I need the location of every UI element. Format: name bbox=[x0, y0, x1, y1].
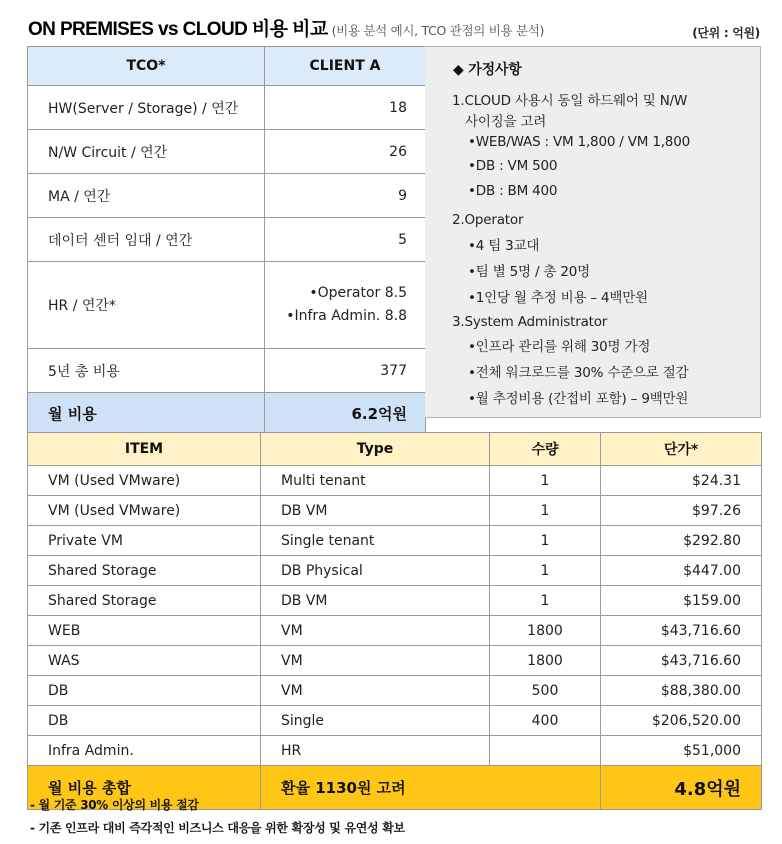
tco-row-value: 26 bbox=[265, 130, 426, 174]
assumptions-heading: ◆ 가정사항 bbox=[453, 62, 522, 78]
item-cell: Shared Storage bbox=[28, 556, 261, 586]
type-cell: DB VM bbox=[261, 496, 490, 526]
unit-label: (단위 : 억원) bbox=[692, 26, 760, 40]
footnote: - 기존 인프라 대비 즉각적인 비즈니스 대응을 위한 확장성 및 유연성 확보 bbox=[30, 821, 405, 835]
tco-monthly-row bbox=[28, 393, 426, 434]
table-row bbox=[28, 706, 762, 736]
qty-cell: 1 bbox=[490, 586, 601, 616]
tco-hr-row bbox=[28, 262, 426, 349]
assumptions-panel bbox=[425, 46, 761, 418]
page-title: ON PREMISES vs CLOUD 비용 비교 (비용 분석 예시, TCO 관점의 비용 분석) bbox=[28, 19, 545, 40]
type-cell: HR bbox=[261, 736, 490, 766]
tco-table bbox=[27, 46, 426, 434]
table-row bbox=[28, 496, 762, 526]
item-cell: Private VM bbox=[28, 526, 261, 556]
monthly-value: 6.2억원 bbox=[265, 393, 426, 434]
type-col-header: Type bbox=[261, 433, 490, 466]
type-cell: VM bbox=[261, 646, 490, 676]
assumption-line: •팀 별 5명 / 총 20명 bbox=[468, 264, 590, 280]
tco-row-label: N/W Circuit / 연간 bbox=[28, 130, 265, 174]
tco-row-value: 18 bbox=[265, 86, 426, 130]
assumption-line: •4 팀 3교대 bbox=[468, 238, 540, 254]
footnote: - 월 기준 30% 이상의 비용 절감 bbox=[30, 798, 199, 812]
assumption-line: •DB : VM 500 bbox=[468, 158, 558, 174]
price-cell: $159.00 bbox=[601, 586, 762, 616]
summary-label: 월 비용 총합 bbox=[28, 766, 261, 810]
table-row bbox=[28, 466, 762, 496]
table-row bbox=[28, 676, 762, 706]
item-cell: VM (Used VMware) bbox=[28, 496, 261, 526]
table-row bbox=[28, 556, 762, 586]
tco-hr-values bbox=[265, 262, 426, 349]
price-cell: $206,520.00 bbox=[601, 706, 762, 736]
type-cell: Single bbox=[261, 706, 490, 736]
qty-cell: 400 bbox=[490, 706, 601, 736]
item-cell: DB bbox=[28, 706, 261, 736]
tco-row-label: 데이터 센터 임대 / 연간 bbox=[28, 218, 265, 262]
five-year-value: 377 bbox=[265, 349, 426, 393]
tco-row-label: HW(Server / Storage) / 연간 bbox=[28, 86, 265, 130]
assumption-line: •인프라 관리를 위해 30명 가정 bbox=[468, 339, 651, 355]
item-cell: VM (Used VMware) bbox=[28, 466, 261, 496]
assumption-line: •DB : BM 400 bbox=[468, 183, 558, 199]
item-cell: DB bbox=[28, 676, 261, 706]
price-cell: $88,380.00 bbox=[601, 676, 762, 706]
five-year-label: 5년 총 비용 bbox=[28, 349, 265, 393]
price-col-header: 단가* bbox=[601, 433, 762, 466]
hr-infra-admin: •Infra Admin. 8.8 bbox=[286, 308, 407, 324]
tco-five-year-row bbox=[28, 349, 426, 393]
tco-row bbox=[28, 86, 426, 130]
page-subtitle: (비용 분석 예시, TCO 관점의 비용 분석) bbox=[331, 23, 545, 38]
page-header bbox=[28, 14, 760, 42]
tco-row-label: MA / 연간 bbox=[28, 174, 265, 218]
items-header-row bbox=[28, 433, 762, 466]
type-cell: Single tenant bbox=[261, 526, 490, 556]
item-cell: WEB bbox=[28, 616, 261, 646]
qty-cell: 1 bbox=[490, 526, 601, 556]
table-row bbox=[28, 736, 762, 766]
price-cell: $43,716.60 bbox=[601, 616, 762, 646]
item-cell: Shared Storage bbox=[28, 586, 261, 616]
item-cell: Infra Admin. bbox=[28, 736, 261, 766]
assumption-line: •WEB/WAS : VM 1,800 / VM 1,800 bbox=[468, 134, 690, 150]
table-row bbox=[28, 616, 762, 646]
table-row bbox=[28, 646, 762, 676]
hr-operator: •Operator 8.5 bbox=[309, 285, 407, 301]
price-cell: $447.00 bbox=[601, 556, 762, 586]
footnotes bbox=[30, 794, 405, 840]
qty-cell: 1800 bbox=[490, 616, 601, 646]
price-cell: $24.31 bbox=[601, 466, 762, 496]
tco-row bbox=[28, 130, 426, 174]
item-cell: WAS bbox=[28, 646, 261, 676]
tco-hr-label: HR / 연간* bbox=[28, 262, 265, 349]
tco-col-header: TCO* bbox=[28, 47, 265, 86]
tco-row bbox=[28, 174, 426, 218]
client-col-header: CLIENT A bbox=[265, 47, 426, 86]
tco-row-value: 9 bbox=[265, 174, 426, 218]
table-row bbox=[28, 586, 762, 616]
assumption-line: 1.CLOUD 사용시 동일 하드웨어 및 N/W bbox=[452, 93, 688, 109]
qty-cell: 1 bbox=[490, 466, 601, 496]
assumption-line: 3.System Administrator bbox=[452, 314, 608, 330]
qty-cell: 500 bbox=[490, 676, 601, 706]
qty-cell: 1800 bbox=[490, 646, 601, 676]
qty-cell: 1 bbox=[490, 556, 601, 586]
monthly-label: 월 비용 bbox=[28, 393, 265, 434]
assumption-line: •전체 워크로드를 30% 수준으로 절감 bbox=[468, 365, 689, 381]
type-cell: DB Physical bbox=[261, 556, 490, 586]
price-cell: $51,000 bbox=[601, 736, 762, 766]
table-row bbox=[28, 526, 762, 556]
tco-row bbox=[28, 218, 426, 262]
type-cell: VM bbox=[261, 676, 490, 706]
assumption-line: 사이징을 고려 bbox=[465, 114, 547, 130]
price-cell: $292.80 bbox=[601, 526, 762, 556]
tco-row-value: 5 bbox=[265, 218, 426, 262]
summary-total: 4.8억원 bbox=[601, 766, 762, 810]
items-table bbox=[27, 432, 762, 810]
assumption-line: •1인당 월 추정 비용 – 4백만원 bbox=[468, 290, 648, 306]
summary-note: 환율 1130원 고려 bbox=[261, 766, 601, 810]
type-cell: Multi tenant bbox=[261, 466, 490, 496]
price-cell: $43,716.60 bbox=[601, 646, 762, 676]
price-cell: $97.26 bbox=[601, 496, 762, 526]
type-cell: VM bbox=[261, 616, 490, 646]
item-col-header: ITEM bbox=[28, 433, 261, 466]
type-cell: DB VM bbox=[261, 586, 490, 616]
qty-cell: 1 bbox=[490, 496, 601, 526]
qty-col-header: 수량 bbox=[490, 433, 601, 466]
tco-header-row bbox=[28, 47, 426, 86]
qty-cell bbox=[490, 736, 601, 766]
assumption-line: •월 추정비용 (간접비 포함) – 9백만원 bbox=[468, 391, 689, 407]
assumption-line: 2.Operator bbox=[452, 212, 524, 228]
